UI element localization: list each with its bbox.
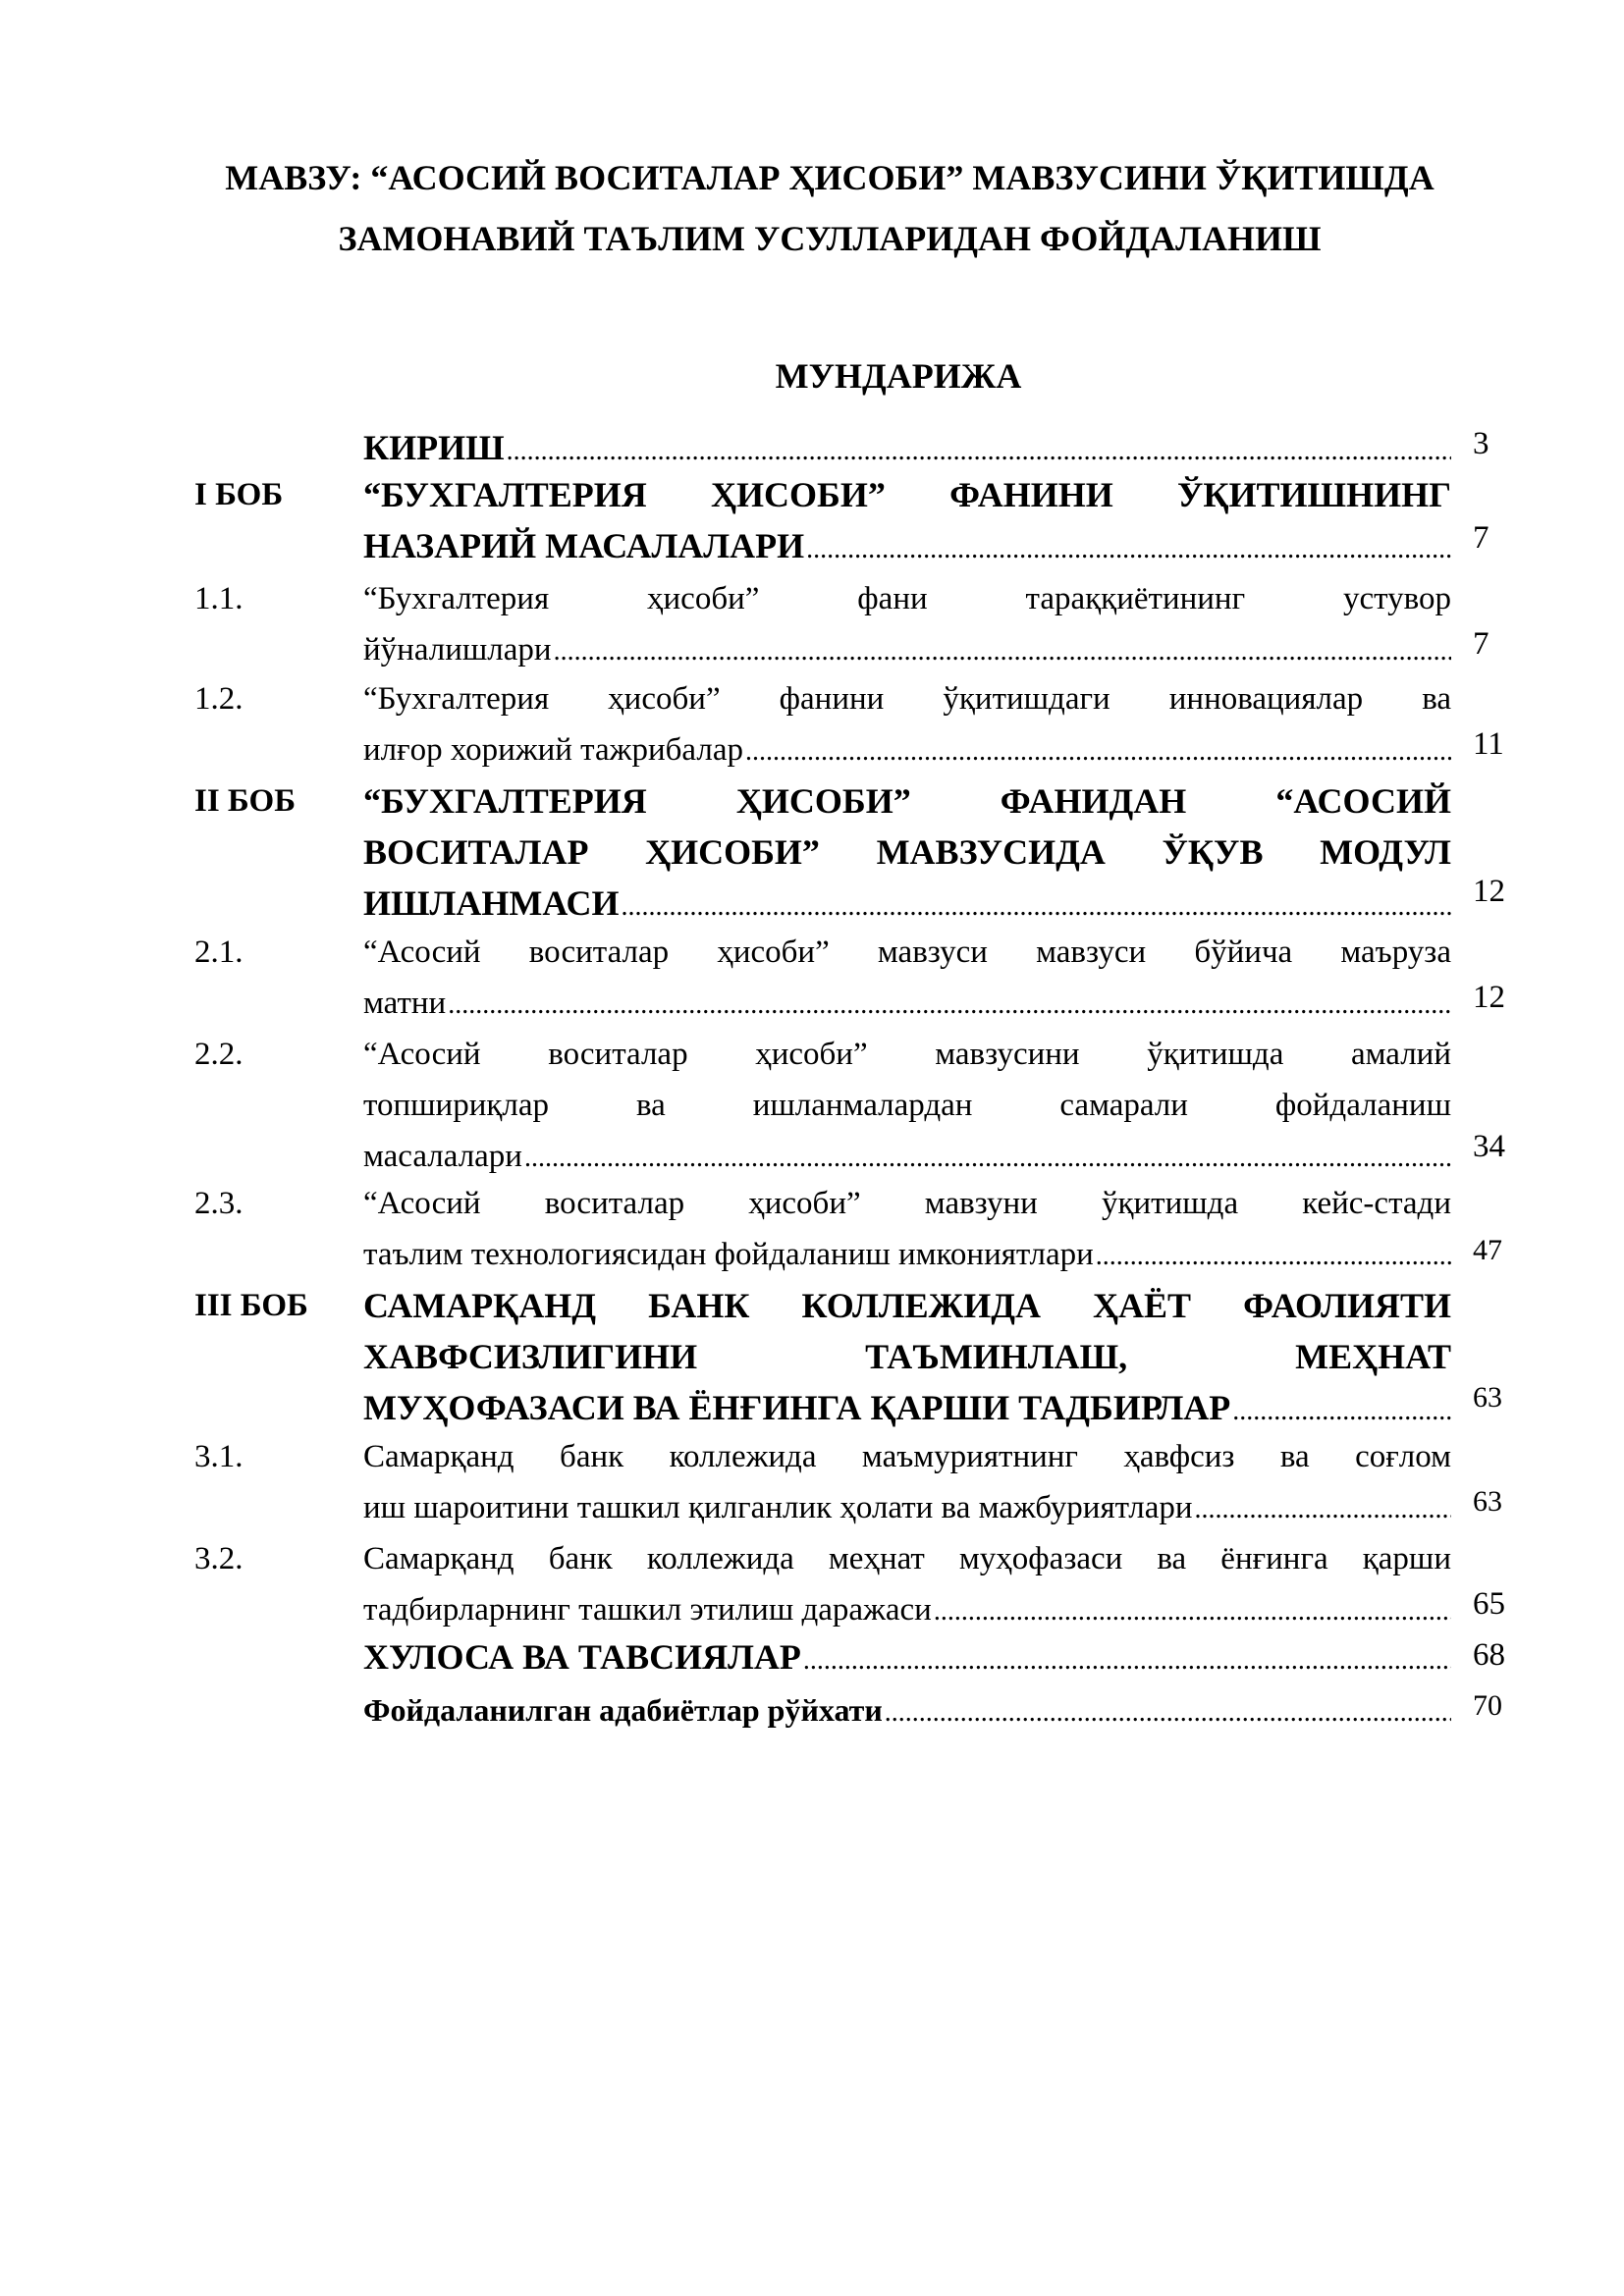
toc-entry-page-number: 63 [1473, 1485, 1502, 1518]
toc-entry-title-line: топшириқлар ва ишланмалардан самарали фойдаланиш [363, 1088, 1451, 1123]
toc-entry-page-number: 7 [1473, 520, 1489, 556]
dot-leader [934, 1586, 1451, 1637]
toc-entry-page-number: 63 [1473, 1381, 1502, 1414]
toc-entry-title-line: ВОСИТАЛАР ҲИСОБИ” МАВЗУСИДА ЎҚУВ МОДУЛ [363, 832, 1451, 872]
toc-entry-page-number: 12 [1473, 980, 1505, 1015]
toc-entry-number: 2.1. [194, 934, 244, 970]
toc-entry-title-line: МУҲОФАЗАСИ ВА ЁНҒИНГА ҚАРШИ ТАДБИРЛАР [363, 1388, 1231, 1427]
toc-entry-title-line: ХУЛОСА ВА ТАВСИЯЛАР [363, 1637, 801, 1677]
toc-entry-page-number: 11 [1473, 726, 1504, 762]
toc-entry-number: 1.2. [194, 681, 244, 717]
toc-entry-number: 1.1. [194, 581, 244, 616]
toc-entry-title-line: НАЗАРИЙ МАСАЛАЛАРИ [363, 526, 805, 565]
toc-entry-title-line: “Бухгалтерия ҳисоби” фани тараққиётининг устувор [363, 581, 1451, 616]
dot-leader [554, 626, 1451, 677]
toc-entry-title [363, 1533, 1451, 1637]
toc-entry-number: III БОБ [194, 1288, 308, 1323]
toc-entry-title [363, 927, 1451, 1031]
toc-entry-number: 3.1. [194, 1439, 244, 1474]
dot-leader [1232, 1386, 1451, 1437]
toc-entry-title [363, 1631, 1451, 1686]
dot-leader [448, 980, 1451, 1031]
toc-entry-page-number: 70 [1473, 1689, 1502, 1722]
toc-entry-title [363, 673, 1451, 777]
toc-entry-title-line: иш шароитини ташкил қилганлик ҳолати ва мажбуриятлари [363, 1490, 1193, 1525]
toc-entry-title [363, 1280, 1451, 1437]
document-title-line-1: МАВЗУ: “АСОСИЙ ВОСИТАЛАР ҲИСОБИ” МАВЗУСИНИ ЎҚИТИШДА [225, 158, 1435, 197]
toc-entry-number: II БОБ [194, 783, 297, 819]
dot-leader [1096, 1231, 1451, 1282]
toc-entry-page-number: 7 [1473, 626, 1489, 662]
dot-leader [745, 726, 1451, 777]
dot-leader [803, 1635, 1451, 1686]
toc-entry-page-number: 34 [1473, 1129, 1505, 1164]
toc-entry-title [363, 573, 1451, 677]
toc-entry-title [363, 469, 1451, 575]
toc-entry-title-line: матни [363, 986, 447, 1021]
dot-leader [885, 1687, 1451, 1738]
toc-entry-page-number: 68 [1473, 1637, 1505, 1673]
toc-entry-title-line: “Асосий воситалар ҳисоби” мавзуси мавзуси бўйича маъруза [363, 934, 1451, 970]
toc-entry-title-line: Самарқанд банк коллежида маъмуриятнинг ҳавфсиз ва соғлом [363, 1439, 1451, 1474]
toc-entry-title-line: “Асосий воситалар ҳисоби” мавзуни ўқитишда кейс-стади [363, 1186, 1451, 1221]
toc-entry-title-line: ХАВФСИЗЛИГИНИ ТАЪМИНЛАШ, МЕҲНАТ [363, 1337, 1451, 1376]
toc-entry-title-line: Фойдаланилган адабиётлар рўйхати [363, 1692, 883, 1728]
toc-entry-title-line: ИШЛАНМАСИ [363, 883, 620, 923]
dot-leader [524, 1133, 1451, 1184]
toc-entry-number: 3.2. [194, 1541, 244, 1576]
toc-entry-page-number: 3 [1473, 426, 1489, 461]
dot-leader [622, 881, 1451, 933]
toc-entry-title-line: илғор хорижий тажрибалар [363, 732, 743, 768]
dot-leader [806, 524, 1451, 575]
toc-entry-title [363, 1684, 1451, 1738]
toc-entry-title-line: масалалари [363, 1139, 522, 1174]
document-title-line-2: ЗАМОНАВИЙ ТАЪЛИМ УСУЛЛАРИДАН ФОЙДАЛАНИШ [338, 219, 1322, 258]
toc-entry-title-line: САМАРҚАНД БАНК КОЛЛЕЖИДА ҲАЁТ ФАОЛИЯТИ [363, 1286, 1451, 1325]
toc-heading: МУНДАРИЖА [775, 356, 1022, 396]
toc-entry-title-line: Самарқанд банк коллежида меҳнат муҳофазаси ва ёнғинга қарши [363, 1541, 1451, 1576]
toc-entry-title-line: “БУХГАЛТЕРИЯ ҲИСОБИ” ФАНИДАН “АСОСИЙ [363, 781, 1451, 821]
toc-entry-number: 2.2. [194, 1037, 244, 1072]
toc-entry-title-line: йўналишлари [363, 632, 552, 667]
toc-entry-title-line: “Асосий воситалар ҳисоби” мавзусини ўқитишда амалий [363, 1037, 1451, 1072]
toc-entry-title-line: “БУХГАЛТЕРИЯ ҲИСОБИ” ФАНИНИ ЎҚИТИШНИНГ [363, 475, 1451, 514]
toc-entry-number: 2.3. [194, 1186, 244, 1221]
toc-entry-title-line: таълим технологиясидан фойдаланиш имкониятлари [363, 1237, 1094, 1272]
toc-entry-page-number: 65 [1473, 1586, 1505, 1622]
dot-leader [1195, 1484, 1451, 1535]
toc-entry-number: I БОБ [194, 477, 284, 512]
toc-entry-page-number: 12 [1473, 874, 1505, 909]
toc-entry-title-line: КИРИШ [363, 428, 505, 467]
toc-entry-title-line: тадбирларнинг ташкил этилиш даражаси [363, 1592, 932, 1628]
toc-entry-title [363, 775, 1451, 933]
toc-entry-title [363, 1431, 1451, 1535]
toc-entry-title [363, 1029, 1451, 1184]
toc-entry-title-line: “Бухгалтерия ҳисоби” фанини ўқитишдаги инновациялар ва [363, 681, 1451, 717]
toc-entry-page-number: 47 [1473, 1234, 1502, 1266]
toc-entry-title [363, 1178, 1451, 1282]
